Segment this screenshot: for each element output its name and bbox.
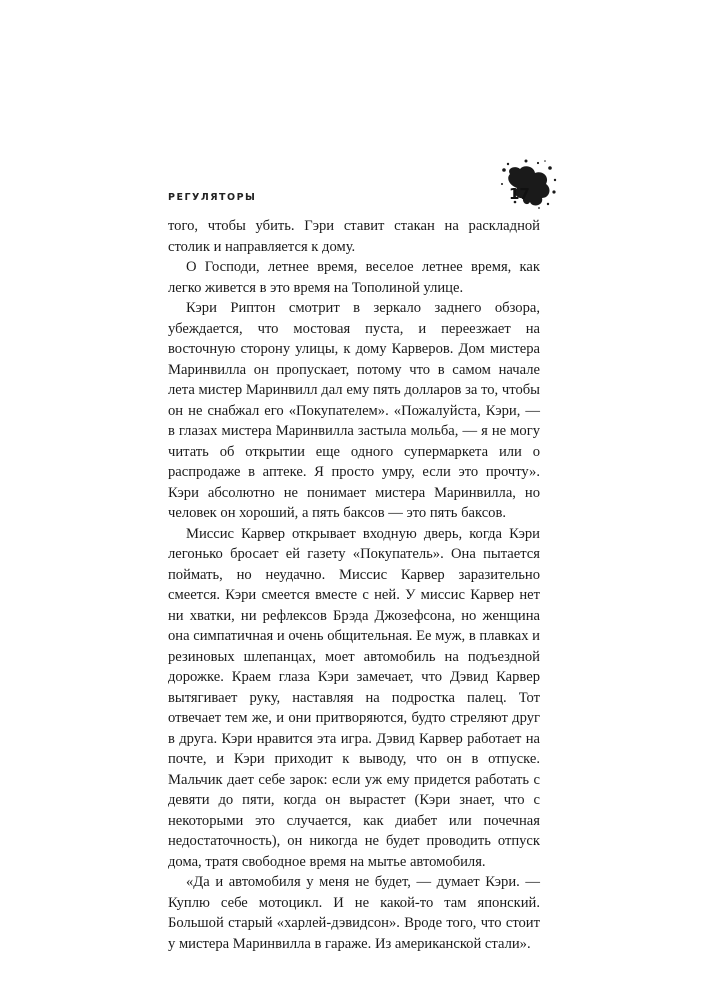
paragraph: Миссис Карвер открывает входную дверь, когда Кэри легонько бросает ей газету «Покупатель». Она пытается поймать, но неудачно. Миссис Карвер заразительно смеется. Кэри смеется вместе с ней. У миссис Карвер нет ни хватки, ни рефлексов Брэда Джозефсона, но женщина она симпатичная и очень общительная. Ее муж, в плавках и резиновых шлепанцах, моет автомобиль на подъездной дорожке. Краем глаза Кэри замечает, что Дэвид Карвер вытягивает руку, наставляя на подростка палец. Тот отвечает тем же, и они притворяются, будто стреляют друг в друга. Кэри нравится эта игра. Дэвид Карвер работает на почте, и Кэри приходит к выводу, что он в отпуске. Мальчик дает себе зарок: если уж ему придется работать с девяти до пяти, когда он вырастет (Кэри знает, что с некоторыми это случается, как диабет или почечная недостаточность), он никогда не будет проводить отпуск дома, тратя свободное время на мытье автомобиля. bbox=[168, 525, 540, 870]
running-title: РЕГУЛЯТОРЫ bbox=[168, 192, 257, 203]
paragraph: Кэри Риптон смотрит в зеркало заднего обзора, убеждается, что мостовая пуста, и переезжает на восточную сторону улицы, к дому Карверов. Дом мистера Маринвилла он пропускает, потому что в самом начале лета мистер Маринвилл дал ему пять долларов за то, чтобы он не снабжал его «Покупателем». «Пожалуйста, Кэри, — в глазах мистера Маринвилла застыла мольба, — я не могу читать об открытии еще одного супермаркета или о распродаже в аптеке. Я просто умру, если это прочту». Кэри абсолютно не понимает мистера Маринвилла, но человек он хороший, а пять баксов — это пять баксов. bbox=[168, 300, 540, 521]
body-text bbox=[168, 216, 540, 954]
paragraph: того, чтобы убить. Гэри ставит стакан на раскладной столик и направляется к дому. bbox=[168, 218, 540, 255]
paragraph: «Да и автомобиля у меня не будет, — думает Кэри. — Куплю себе мотоцикл. И не какой-то там японский. Большой старый «харлей-дэвидсон». Вроде того, что стоит у мистера Маринвилла в гараже. Из американской стали». bbox=[168, 874, 540, 952]
paragraph: О Господи, летнее время, веселое летнее время, как легко живется в это время на Тополиной улице. bbox=[168, 259, 540, 296]
page-number: 17 bbox=[509, 185, 530, 203]
